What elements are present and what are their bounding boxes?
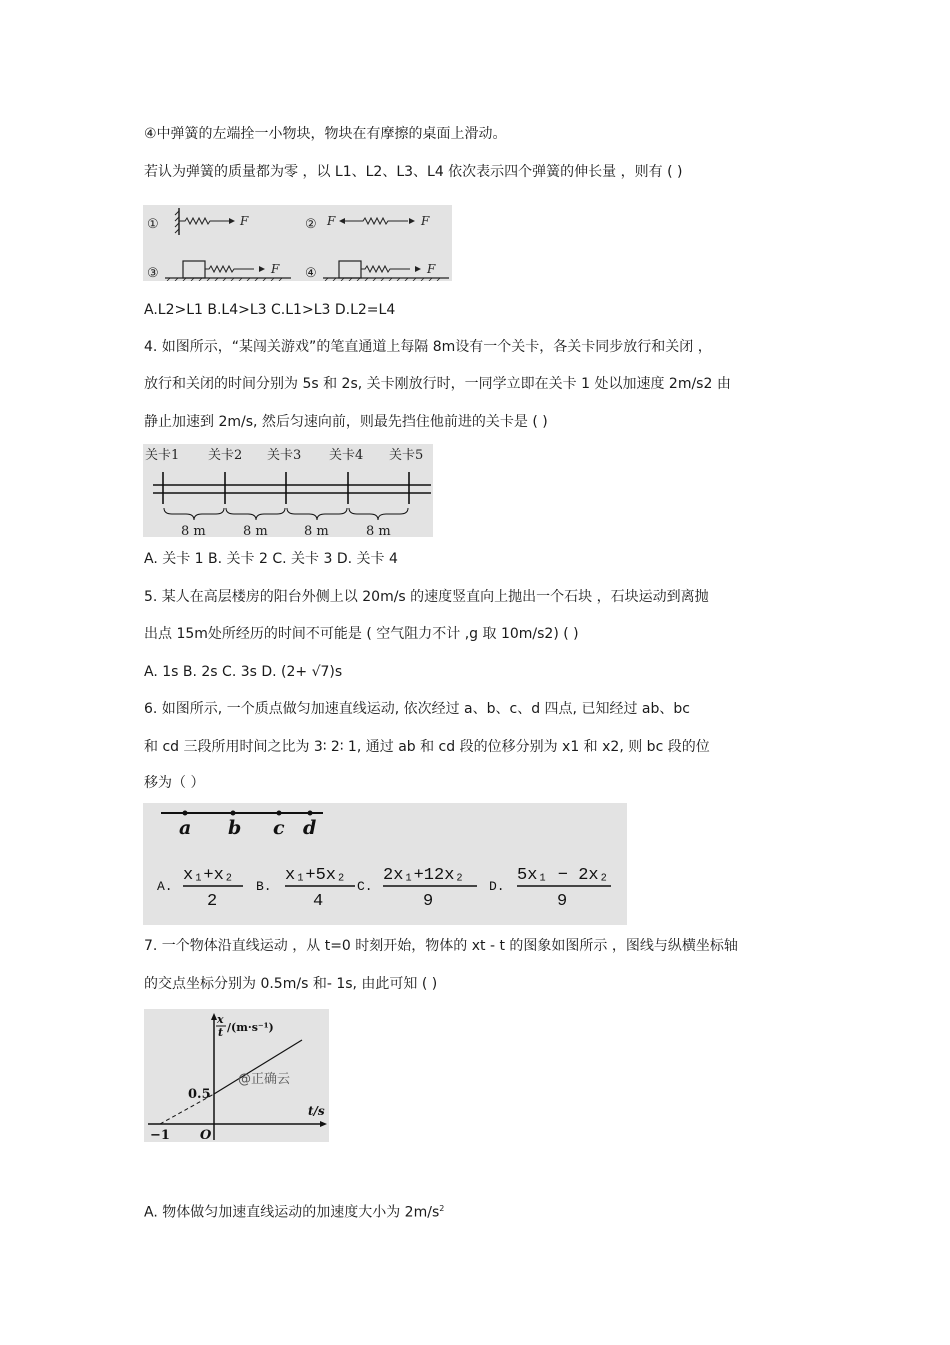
force-label-4: F (427, 262, 436, 276)
force-label-1: F (240, 214, 249, 228)
text-line-q5-2: 出点 15m处所经历的时间不可能是 ( 空气阻力不计 ,g 取 10m/s2) ( ) (144, 626, 579, 642)
spring-label-4: ④ (305, 266, 317, 281)
gate-label-4: 关卡4 (329, 448, 364, 463)
option-den-a: 2 (207, 892, 218, 911)
text-line-q4-options: A. 关卡 1 B. 关卡 2 C. 关卡 3 D. 关卡 4 (144, 551, 398, 567)
gate-label-1: 关卡1 (145, 448, 180, 463)
option-num-a: x₁+x₂ (183, 866, 235, 885)
text-line-options-3: A.L2>L1 B.L4>L3 C.L1>L3 D.L2=L4 (144, 302, 396, 318)
option-label-c: C. (357, 879, 373, 894)
option-den-c: 9 (423, 892, 434, 911)
y-axis-frac-den: t (218, 1026, 224, 1039)
spring-label-1: ① (147, 217, 159, 232)
option-den-b: 4 (313, 892, 324, 911)
option-num-b: x₁+5x₂ (285, 866, 347, 885)
text-line-2: 若认为弹簧的质量都为零 ，以 L1、L2、L3、L4 依次表示四个弹簧的伸长量 ，则有 ( ) (144, 164, 683, 180)
spring-label-2: ② (305, 217, 317, 232)
text-line-q6-1: 6. 如图所示, 一个质点做匀加速直线运动, 依次经过 a、b、c、d 四点, 已知经过 ab、bc (144, 701, 690, 717)
point-label-c: c (273, 817, 285, 839)
spacing-label-2: 8 m (243, 524, 268, 537)
spring-label-3: ③ (147, 266, 159, 281)
text-line-q7-2: 的交点坐标分别为 0.5m/s 和- 1s, 由此可知 ( ) (144, 976, 438, 992)
force-label-2b: F (421, 214, 430, 228)
option-den-d: 9 (557, 892, 568, 911)
origin-label: O (200, 1128, 212, 1142)
gate-label-3: 关卡3 (267, 448, 302, 463)
text-line-1: ④中弹簧的左端拴一小物块，物块在有摩擦的桌面上滑动。 (144, 126, 507, 142)
spacing-label-1: 8 m (181, 524, 206, 537)
x-axis-label: t/s (308, 1104, 325, 1118)
point-label-b: b (228, 817, 242, 839)
figure-springs (143, 205, 452, 281)
text-line-q5-options: A. 1s B. 2s C. 3s D. (2+ √7)s (144, 664, 343, 680)
x-intercept-label: −1 (150, 1128, 170, 1142)
force-label-2a: F (327, 214, 336, 228)
y-intercept-label: 0.5 (188, 1087, 211, 1102)
point-label-a: a (179, 817, 192, 839)
gate-label-2: 关卡2 (208, 448, 243, 463)
text-line-q6-2: 和 cd 三段所用时间之比为 3∶ 2∶ 1, 通过 ab 和 cd 段的位移分别为 x1 和 x2, 则 bc 段的位 (144, 739, 710, 755)
text-line-q7-option-a (144, 1199, 444, 1223)
option-num-c: 2x₁+12x₂ (383, 866, 465, 885)
text-line-q4-2: 放行和关闭的时间分别为 5s 和 2s, 关卡刚放行时，一同学立即在关卡 1 处以加速度 2m/s2 由 (144, 376, 731, 392)
gate-label-5: 关卡5 (389, 448, 424, 463)
text-line-q4-3: 静止加速到 2m/s, 然后匀速向前，则最先挡住他前进的关卡是 ( ) (144, 414, 548, 430)
figure-gates (143, 444, 433, 537)
text-line-q4-1: 4. 如图所示，“某闯关游戏”的笔直通道上每隔 8m设有一个关卡，各关卡同步放行和关闭 ， (144, 339, 712, 355)
spacing-label-3: 8 m (304, 524, 329, 537)
spacing-label-4: 8 m (366, 524, 391, 537)
option-label-d: D. (489, 879, 505, 894)
text-line-q5-1: 5. 某人在高层楼房的阳台外侧上以 20m/s 的速度竖直向上抛出一个石块 ，石块运动到离抛 (144, 589, 709, 605)
option-label-b: B. (256, 879, 272, 894)
option-label-a: A. (157, 879, 173, 894)
watermark-text: @正确云 (238, 1072, 291, 1087)
point-label-d: d (303, 817, 317, 839)
y-axis-frac-num: x (217, 1013, 224, 1026)
q7-option-a-text: A. 物体做匀加速直线运动的加速度大小为 2m/s (144, 1204, 440, 1221)
figure-xt-graph (144, 1009, 329, 1142)
figure-points-options (143, 803, 627, 925)
option-num-d: 5x₁ − 2x₂ (517, 866, 609, 885)
force-label-3: F (271, 262, 280, 276)
text-line-q7-1: 7. 一个物体沿直线运动 ，从 t=0 时刻开始，物体的 xt - t 的图象如图所示 ，图线与纵横坐标轴 (144, 938, 738, 954)
q7-option-a-sup: 2 (439, 1204, 445, 1213)
y-axis-label: /(m·s⁻¹) (227, 1021, 274, 1034)
text-line-q6-3: 移为（ ） (144, 775, 205, 791)
